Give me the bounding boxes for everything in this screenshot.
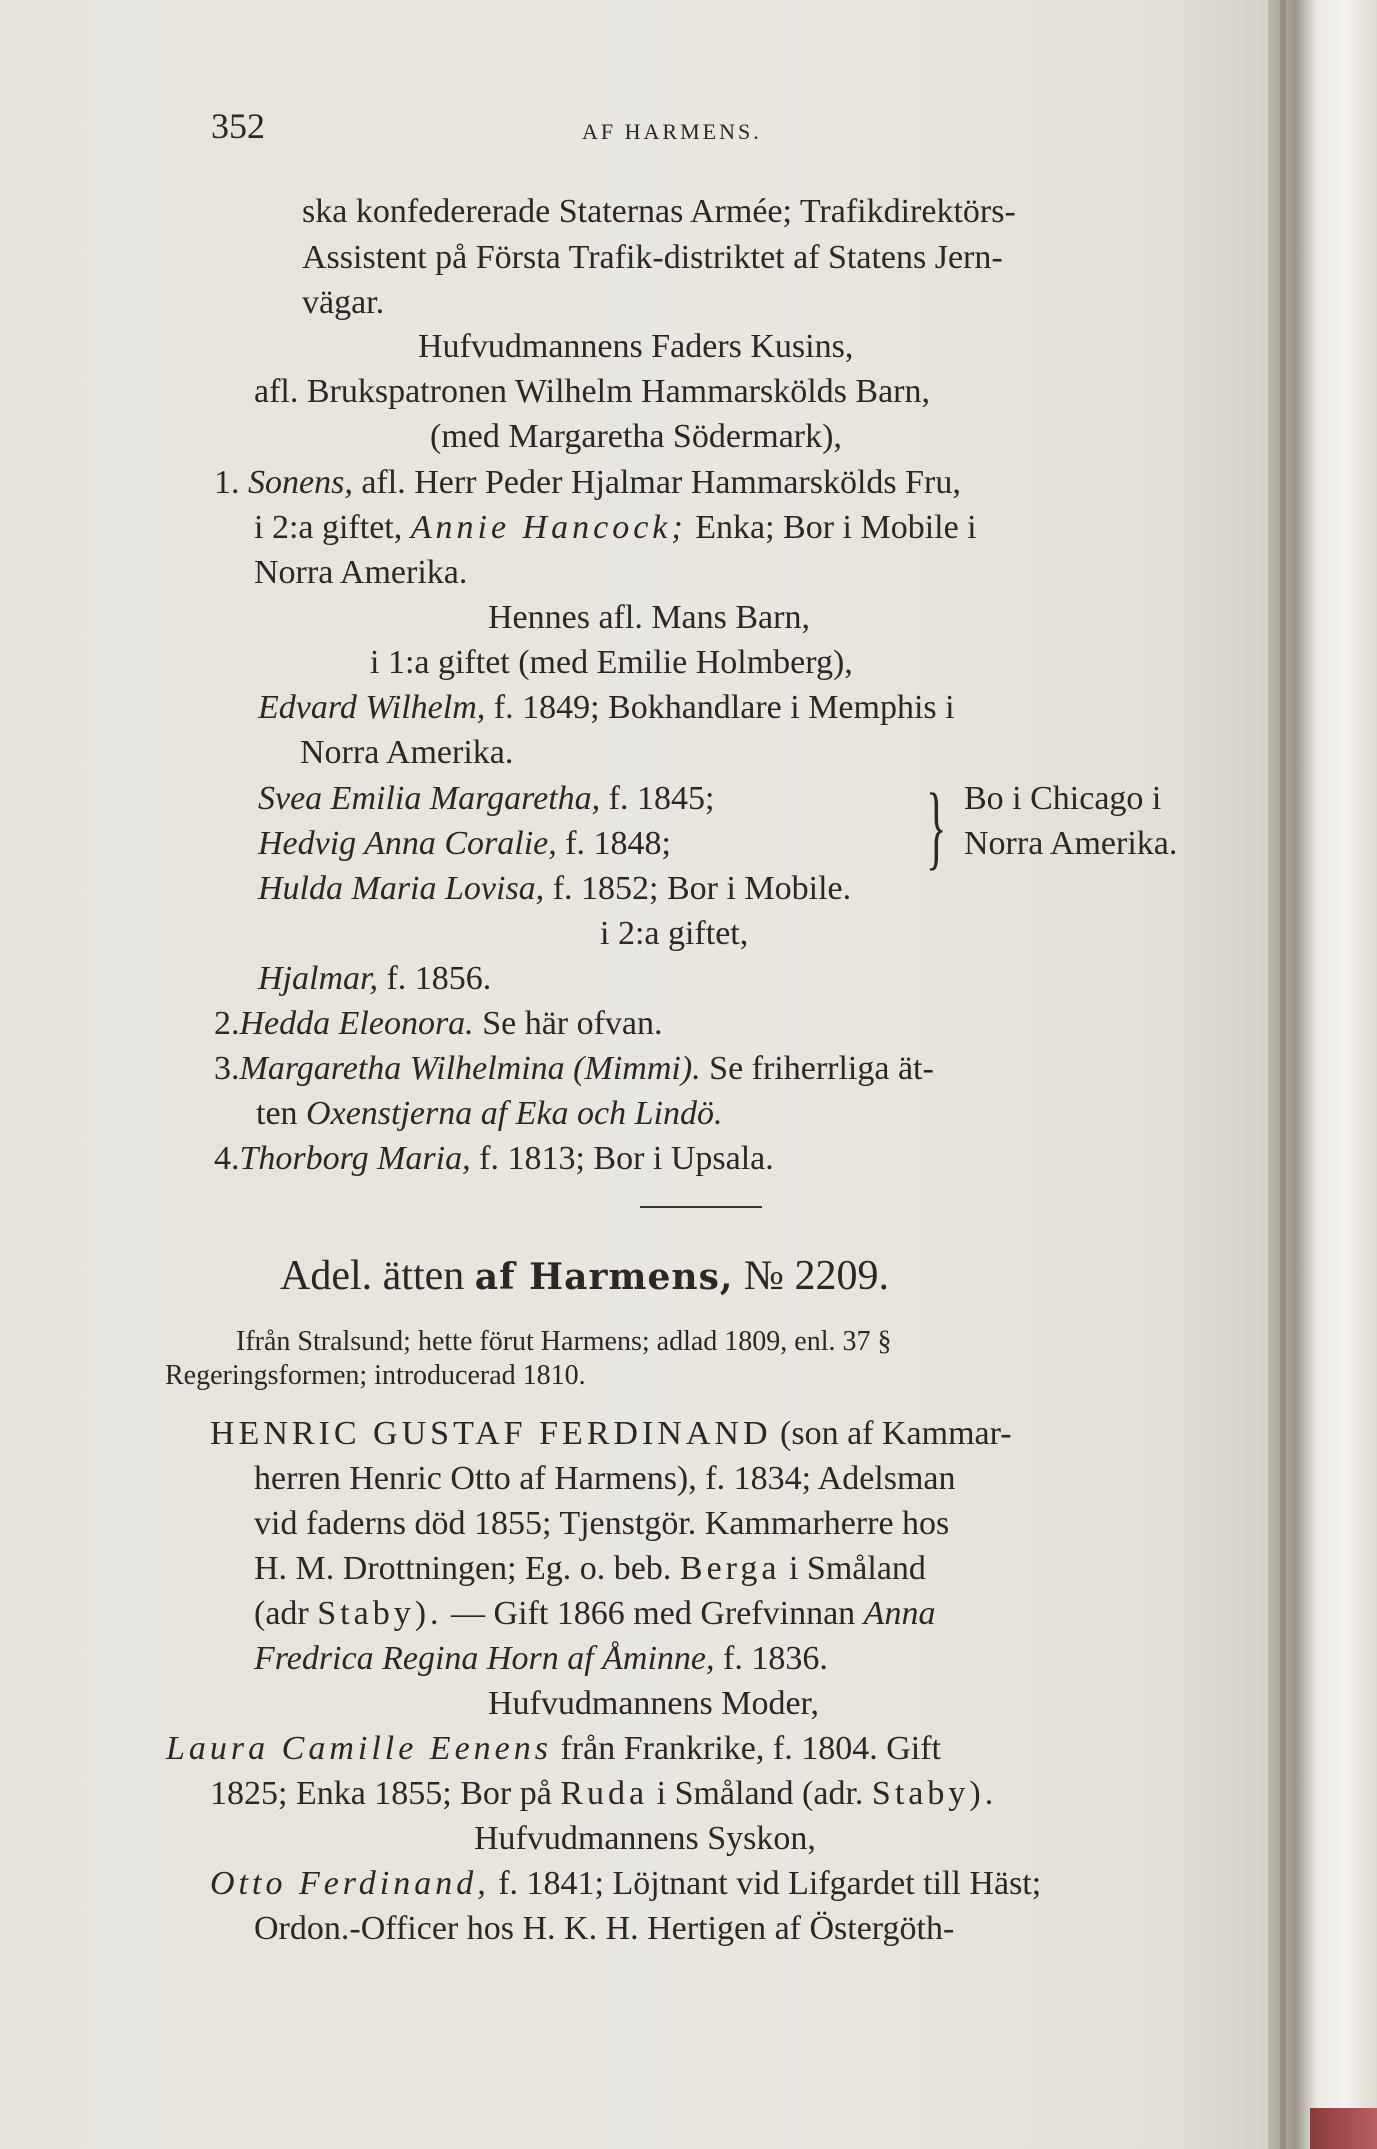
entry-line-3 (214, 1047, 934, 1091)
place-name: Ruda (560, 1775, 649, 1812)
book-cover-edge (1310, 2108, 1377, 2149)
entry-name: Margaretha Wilhelmina (Mimmi). (239, 1050, 701, 1087)
text-segment: ten (256, 1095, 298, 1132)
entry-name: Thorborg Maria, (239, 1140, 471, 1177)
entry-text: Se friherrliga ät- (709, 1050, 934, 1087)
text-line (254, 1547, 926, 1591)
entry-number: 1. (214, 464, 240, 501)
person-name: Anna (863, 1595, 936, 1632)
page-number: 352 (211, 106, 265, 146)
side-note: Norra Amerika. (964, 825, 1178, 862)
text-segment: — Gift 1866 med Grefvinnan (451, 1595, 856, 1632)
section-divider (640, 1206, 762, 1208)
section-heading: Hufvudmannens Syskon, (474, 1820, 816, 1857)
text-segment: Enka; Bor i Mobile i (695, 509, 977, 546)
text-line (258, 867, 851, 911)
brace-glyph: } (926, 775, 947, 879)
text-segment: f. 1836. (723, 1640, 828, 1677)
person-name: Svea Emilia Margaretha, (258, 780, 601, 817)
person-name: Otto Ferdinand, (210, 1865, 490, 1902)
person-name: Laura Camille Eenens (166, 1730, 552, 1767)
text-line (258, 686, 955, 730)
entry-line-4 (214, 1137, 774, 1181)
text-line: Assistent på Första Trafik-distriktet af Statens Jern- (302, 239, 1003, 276)
running-title: AF HARMENS. (582, 119, 762, 144)
entry-text: f. 1813; Bor i Upsala. (479, 1140, 774, 1177)
place-name: Berga (679, 1550, 781, 1587)
section-heading: Hennes afl. Mans Barn, (488, 599, 810, 636)
text-segment: från Frankrike, f. 1804. Gift (560, 1730, 941, 1767)
text-segment: f. 1845; (608, 780, 715, 817)
text-segment: (son af Kammar- (780, 1415, 1012, 1452)
entry-number: 4. (214, 1140, 240, 1177)
text-line (258, 777, 714, 821)
text-line (210, 1772, 997, 1816)
text-line (254, 1637, 828, 1681)
section-heading: Hufvudmannens Faders Kusins, (418, 328, 854, 365)
text-line: ska konfedererade Staternas Armée; Trafikdirektörs- (302, 193, 1016, 230)
family-origin-text: Regeringsformen; introducerad 1810. (165, 1360, 586, 1391)
text-segment: i Småland (788, 1550, 926, 1587)
entry-text: Se här ofvan. (482, 1005, 663, 1042)
person-name: Edvard Wilhelm, (258, 689, 486, 726)
text-line (258, 957, 491, 1001)
entry-name: Sonens, (248, 464, 353, 501)
text-line: Ordon.-Officer hos H. K. H. Hertigen af Östergöth- (254, 1910, 955, 1947)
text-line: i 2:a giftet, (600, 915, 749, 952)
text-line (166, 1727, 941, 1771)
text-segment: f. 1856. (386, 960, 492, 997)
text-segment: f. 1848; (565, 825, 672, 862)
place-name: Staby). (317, 1595, 443, 1632)
text-segment: (adr (254, 1595, 309, 1632)
place-name: Staby). (871, 1775, 998, 1812)
person-name: Hedvig Anna Coralie, (258, 825, 557, 862)
text-segment: i 2:a giftet, (254, 509, 403, 546)
text-line: (med Margaretha Södermark), (430, 418, 842, 455)
text-line (254, 1592, 935, 1636)
title-prefix: Adel. ätten (280, 1253, 465, 1299)
entry-name: Hedda Eleonora. (239, 1005, 474, 1042)
page-gutter-shadow (1280, 0, 1286, 2149)
entry-number: 2. (214, 1005, 240, 1042)
text-line: i 1:a giftet (med Emilie Holmberg), (370, 644, 853, 681)
text-line: herren Henric Otto af Harmens), f. 1834; Adelsman (254, 1460, 956, 1497)
text-segment: f. 1852; Bor i Mobile. (552, 870, 852, 907)
text-line: Norra Amerika. (254, 554, 468, 591)
text-line: afl. Brukspatronen Wilhelm Hammarskölds Barn, (254, 373, 930, 410)
title-number: № 2209. (743, 1253, 889, 1299)
entry-number: 3. (214, 1050, 240, 1087)
person-name: Hulda Maria Lovisa, (258, 870, 545, 907)
text-line (210, 1412, 1012, 1456)
family-title (280, 1250, 889, 1303)
text-line (254, 506, 977, 550)
entry-line-2 (214, 1002, 663, 1046)
text-line: Norra Amerika. (300, 734, 514, 771)
section-heading: Hufvudmannens Moder, (488, 1685, 820, 1722)
person-name: Hjalmar, (258, 960, 378, 997)
text-segment: 1825; Enka 1855; Bor på (210, 1775, 552, 1812)
text-line (256, 1092, 722, 1136)
entry-line-1 (214, 461, 961, 505)
text-segment: i Småland (adr. (656, 1775, 864, 1812)
person-name: Fredrica Regina Horn af Åminne, (254, 1640, 715, 1677)
text-line: vid faderns död 1855; Tjenstgör. Kammarherre hos (254, 1505, 950, 1542)
title-family-name: af Harmens, (474, 1256, 734, 1298)
text-line (210, 1862, 1041, 1906)
text-segment: f. 1849; Bokhandlare i Memphis i (493, 689, 955, 726)
family-name: Oxenstjerna af Eka och Lindö. (306, 1095, 723, 1132)
person-name: HENRIC GUSTAF FERDINAND (210, 1415, 772, 1452)
person-name: Annie Hancock; (410, 509, 687, 546)
entry-text: afl. Herr Peder Hjalmar Hammarskölds Fru, (361, 464, 961, 501)
text-line: vägar. (302, 284, 385, 321)
text-segment: H. M. Drottningen; Eg. o. beb. (254, 1550, 672, 1587)
text-segment: f. 1841; Löjtnant vid Lifgardet till Häst; (498, 1865, 1042, 1902)
family-origin-text: Ifrån Stralsund; hette förut Harmens; adlad 1809, enl. 37 § (236, 1326, 892, 1357)
side-note: Bo i Chicago i (964, 780, 1162, 817)
text-line (258, 822, 671, 866)
